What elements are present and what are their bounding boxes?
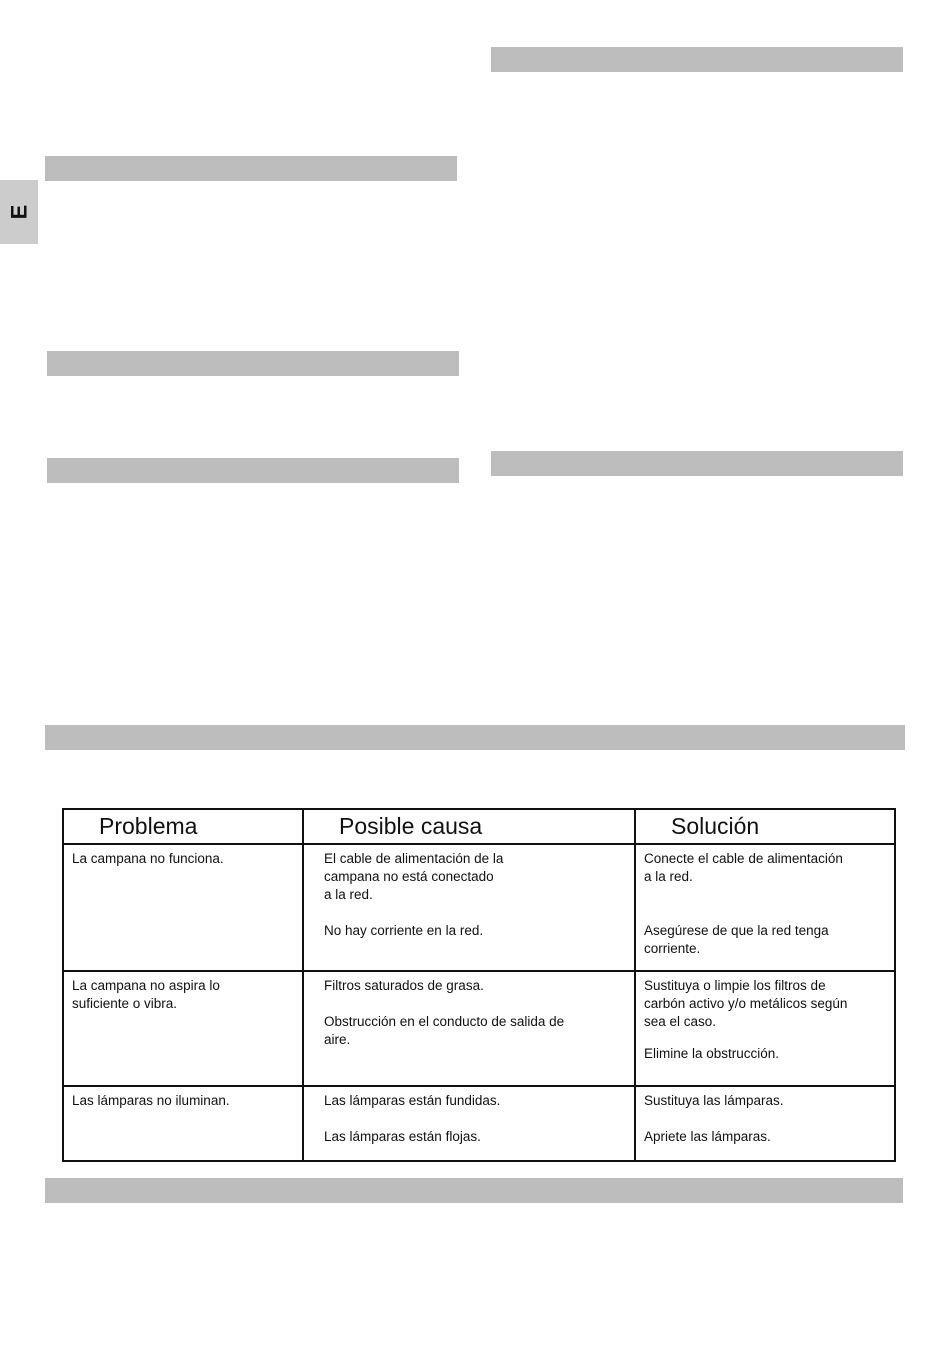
cause-text: Obstrucción en el conducto de salida de aire. xyxy=(324,1014,565,1047)
solution-cell xyxy=(635,971,895,1086)
solution-text: Apriete las lámparas. xyxy=(644,1129,771,1144)
cause-text: No hay corriente en la red. xyxy=(324,923,484,938)
problem-cell xyxy=(63,844,303,971)
solution-text: Sustituya las lámparas. xyxy=(644,1093,784,1108)
cause-text: Las lámparas están flojas. xyxy=(324,1129,481,1144)
section-heading-bar xyxy=(47,351,459,376)
problem-cell xyxy=(63,1086,303,1161)
cause-text: El cable de alimentación de la campana no está conectado a la red. xyxy=(324,851,504,902)
solution-text: Conecte el cable de alimentación a la red. xyxy=(644,851,843,884)
problem-text: La campana no aspira lo suficiente o vibra. xyxy=(72,978,220,1011)
section-heading-bar xyxy=(45,1178,903,1203)
language-tab xyxy=(0,180,38,244)
solution-cell xyxy=(635,1086,895,1161)
solution-cell xyxy=(635,844,895,971)
section-heading-bar xyxy=(491,451,903,476)
solution-text: Sustituya o limpie los filtros de carbón activo y/o metálicos según sea el caso. xyxy=(644,978,848,1029)
cause-text: Las lámparas están fundidas. xyxy=(324,1093,501,1108)
solution-text: Asegúrese de que la red tenga corriente. xyxy=(644,923,829,956)
table-header-row xyxy=(63,809,895,844)
header-solution: Solución xyxy=(635,809,895,844)
problem-cell xyxy=(63,971,303,1086)
table-row xyxy=(63,971,895,1086)
problem-text: La campana no funciona. xyxy=(72,851,224,866)
section-heading-bar xyxy=(45,156,457,181)
table-row xyxy=(63,844,895,971)
header-problem: Problema xyxy=(63,809,303,844)
cause-cell xyxy=(303,844,635,971)
header-cause: Posible causa xyxy=(303,809,635,844)
language-tab-label: E xyxy=(6,204,31,220)
problem-text: Las lámparas no iluminan. xyxy=(72,1093,230,1108)
cause-text: Filtros saturados de grasa. xyxy=(324,978,484,993)
cause-cell xyxy=(303,971,635,1086)
troubleshooting-heading-bar xyxy=(45,725,905,750)
section-heading-bar xyxy=(491,47,903,72)
cause-cell xyxy=(303,1086,635,1161)
section-heading-bar xyxy=(47,458,459,483)
troubleshooting-table xyxy=(62,808,896,1162)
table-row xyxy=(63,1086,895,1161)
solution-text: Elimine la obstrucción. xyxy=(644,1046,780,1061)
